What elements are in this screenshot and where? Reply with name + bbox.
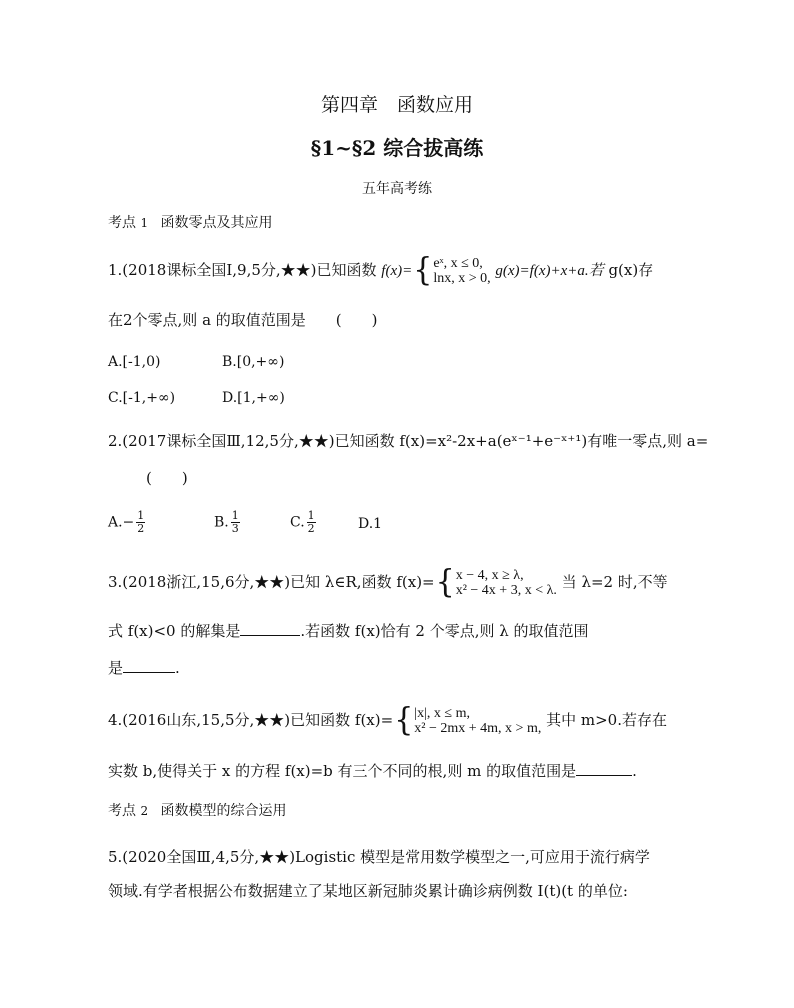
question-5-line-1: 5.(2020全国Ⅲ,4,5分,★★)Logistic 模型是常用数学模型之一,可应用于流行病学 [108,848,650,866]
fraction-denominator: 2 [137,522,145,535]
topic-number: 2 [140,804,149,818]
question-4-line-1 [108,702,667,739]
q4-answer-blank[interactable] [576,775,632,776]
question-3-line-3 [108,657,180,678]
q3-cases [456,568,557,598]
q2-option-c[interactable] [290,510,318,535]
q2-option-a-label: A.− [108,514,135,531]
fraction-numerator: 1 [137,509,145,522]
q4-line-2-start: 实数 b,使得关于 x 的方程 f(x)=b 有三个不同的根,则 m 的取值范围是 [108,762,577,780]
q2-option-c-fraction [307,510,316,535]
chapter-title: 第四章 函数应用 [320,94,473,116]
q3-line-2-start: 式 f(x)<0 的解集是 [108,622,241,640]
q1-case-1: eˣ, x ≤ 0, [433,256,483,271]
q1-gx: g(x)=f(x)+x+a.若 [495,263,604,279]
q4-tail: 其中 m>0.若存在 [546,711,667,729]
q3-line-2-end: .若函数 f(x)恰有 2 个零点,则 λ 的取值范围 [300,622,589,640]
q1-option-c[interactable]: C.[-1,+∞) [108,390,176,406]
q2-option-b-label: B. [214,514,229,531]
q1-tail: g(x)存 [608,261,654,279]
q3-brace: { [435,564,455,601]
q1-option-b[interactable]: B.[0,+∞) [222,354,285,370]
q1-cases [433,256,490,286]
q3-case-2: x² − 4x + 3, x < λ. [455,583,557,598]
q1-option-a[interactable]: A.[-1,0) [108,354,161,370]
q1-head: 1.(2018课标全国Ⅰ,9,5分,★★)已知函数 [108,261,377,279]
q2-option-b[interactable] [214,510,242,535]
question-5-line-2: 领域.有学者根据公布数据建立了某地区新冠肺炎累计确诊病例数 I(t)(t 的单位: [108,882,628,900]
question-2-line-1: 2.(2017课标全国Ⅲ,12,5分,★★)已知函数 f(x)=x²-2x+a(eˣ⁻¹+e⁻ˣ⁺¹)有唯一零点,则 a= [108,432,709,450]
topic-number: 1 [140,216,149,230]
section-label: 五年高考练 [362,181,432,197]
q3-answer-blank-2[interactable] [123,672,175,673]
q3-line-3-start: 是 [108,659,124,677]
q3-answer-blank-1[interactable] [240,635,300,636]
q2-answer-paren: ( ) [146,469,188,487]
q1-option-d[interactable]: D.[1,+∞) [222,390,285,406]
q4-case-2: x² − 2mx + 4m, x > m, [414,721,542,736]
topic-title: 函数模型的综合运用 [160,803,287,819]
q2-option-a-fraction [136,510,145,535]
q2-option-a[interactable] [108,510,147,535]
topic-2-heading [108,800,287,820]
question-3-line-2 [108,620,589,641]
topic-1-heading [108,212,273,232]
q3-line-3-end: . [175,659,180,677]
question-3-line-1 [108,564,668,601]
q4-cases [414,706,541,736]
fraction-numerator: 1 [307,509,315,522]
q4-brace: { [394,702,414,739]
q3-tail: 当 λ=2 时,不等 [561,573,668,591]
fraction-numerator: 1 [231,509,239,522]
q1-brace: { [413,252,433,289]
q2-option-c-label: C. [290,514,305,531]
q2-option-d[interactable]: D.1 [358,516,383,532]
q3-case-1: x − 4, x ≥ λ, [455,568,524,583]
fraction-denominator: 3 [231,522,239,535]
question-1-line-1 [108,252,654,289]
q1-fx: f(x)= [381,263,413,279]
q2-option-b-fraction [231,510,240,535]
section-subtitle: §1~§2 综合拔高练 [310,136,484,160]
topic-label: 考点 [108,803,136,819]
fraction-denominator: 2 [307,522,315,535]
q4-head: 4.(2016山东,15,5分,★★)已知函数 f(x)= [108,711,394,729]
q4-line-2-end: . [632,762,637,780]
question-4-line-2 [108,760,637,781]
q3-head: 3.(2018浙江,15,6分,★★)已知 λ∈R,函数 f(x)= [108,573,435,591]
q1-case-2: lnx, x > 0, [433,271,491,286]
topic-label: 考点 [108,215,136,231]
q4-case-1: |x|, x ≤ m, [414,706,470,721]
topic-title: 函数零点及其应用 [160,215,273,231]
question-1-line-2: 在2个零点,则 a 的取值范围是 ( ) [108,311,378,329]
